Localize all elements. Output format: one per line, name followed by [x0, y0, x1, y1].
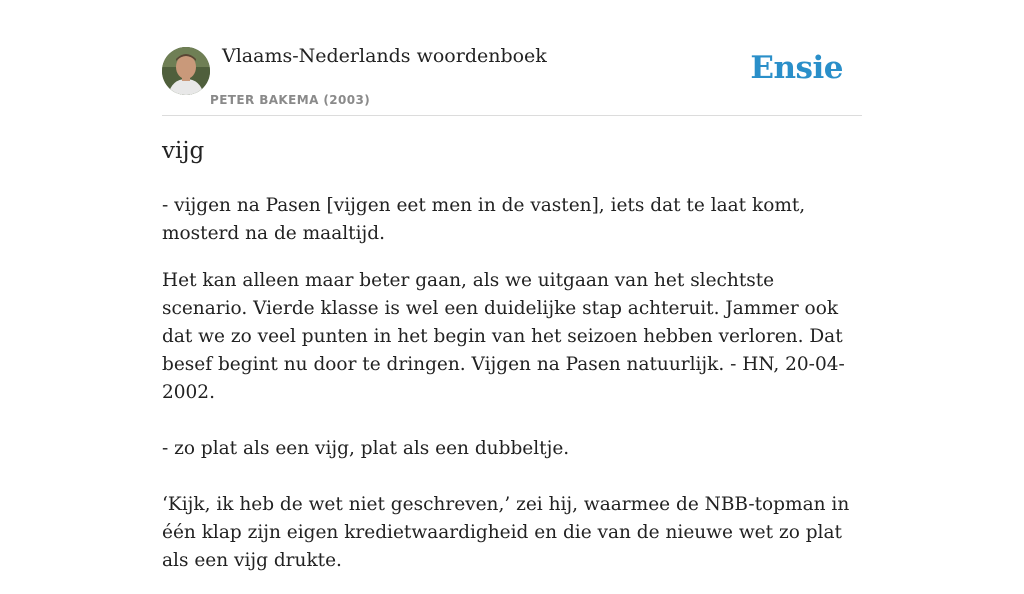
- source-author[interactable]: PETER BAKEMA (2003): [210, 93, 371, 107]
- author-photo-icon: [162, 47, 210, 95]
- entry-title: vijg: [162, 138, 205, 164]
- entry-paragraph: - vijgen na Pasen [vijgen eet men in de vasten], iets dat te laat komt, mosterd na de maaltijd.: [162, 195, 806, 244]
- entry-body: [162, 192, 862, 594]
- source-title[interactable]: Vlaams-Nederlands woordenboek: [222, 45, 547, 67]
- author-avatar[interactable]: [162, 47, 210, 95]
- entry-paragraph: Het kan alleen maar beter gaan, als we uitgaan van het slechtste scenario. Vierde klasse is wel een duidelijke stap achteruit. Jammer ook dat we zo veel punten in het begin van het seizoen hebben verloren. Dat besef begint nu door te dringen. Vijgen na Pasen natuurlijk. - HN, 20-04-2002.: [162, 270, 845, 403]
- source-header: [162, 0, 862, 116]
- entry-paragraph: - zo plat als een vijg, plat als een dubbeltje.: [162, 438, 570, 459]
- page: [162, 0, 862, 571]
- ensie-logo[interactable]: Ensie: [750, 50, 843, 86]
- entry-paragraph: ‘Kijk, ik heb de wet niet geschreven,’ zei hij, waarmee de NBB-topman in één klap zijn eigen kredietwaardigheid en die van de nieuwe wet zo plat als een vijg drukte.: [162, 494, 850, 571]
